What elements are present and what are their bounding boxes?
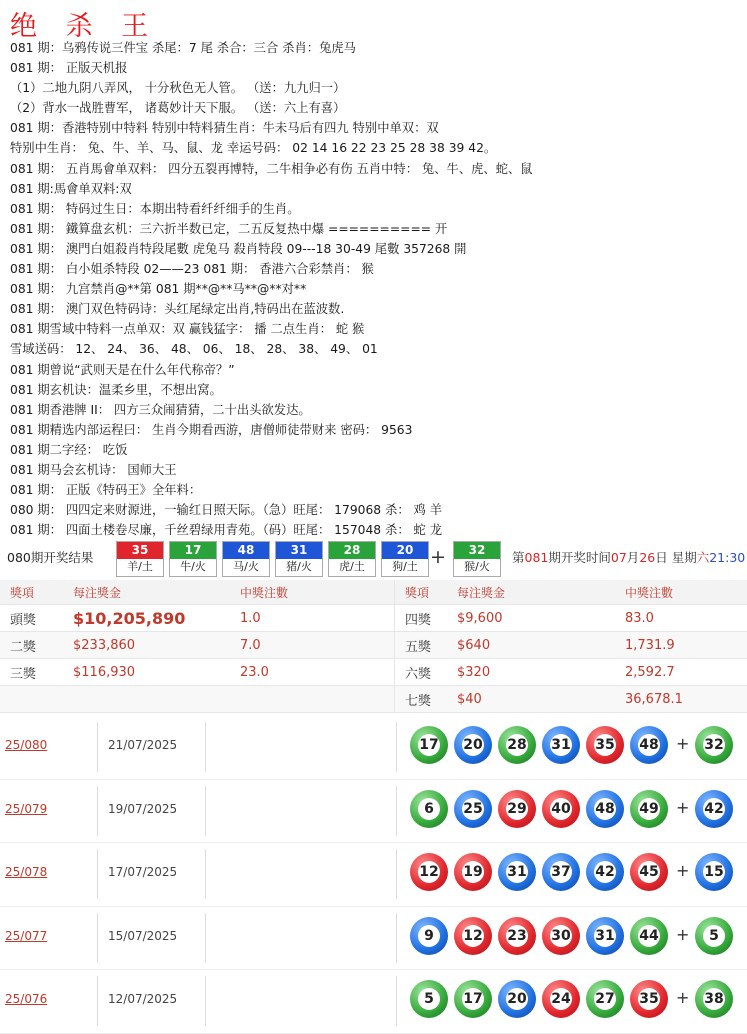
lottery-ball xyxy=(498,980,536,1018)
history-issue-link[interactable]: 25/076 xyxy=(5,992,48,1006)
history-issue-link[interactable]: 25/080 xyxy=(5,738,48,752)
lottery-ball xyxy=(410,790,448,828)
lottery-ball xyxy=(586,790,624,828)
prediction-line: 081 期： 正版《特码王》全年料： xyxy=(10,483,202,498)
column-divider xyxy=(205,976,206,1026)
lottery-ball-number: 5 xyxy=(418,988,440,1010)
prediction-line: （2）背水一战胜曹军， 诸葛妙计天下服。 （送：六上有喜） xyxy=(10,101,346,116)
prize-cell: 1,731.9 xyxy=(615,632,747,659)
draw-ball-number: 28 xyxy=(329,542,375,559)
lottery-ball xyxy=(630,790,668,828)
lottery-ball-number: 42 xyxy=(703,798,725,820)
prize-row xyxy=(0,632,747,659)
lottery-ball-number: 35 xyxy=(594,734,616,756)
prize-header-cell: 獎項 xyxy=(395,580,448,605)
lottery-ball-number: 25 xyxy=(462,798,484,820)
prediction-line: 081 期玄机诀：温柔乡里，不想出窝。 xyxy=(10,382,222,397)
prediction-line: 081 期香港牌 II： 四方三众闹猜猜，二十出头欲发达。 xyxy=(10,402,311,417)
lottery-ball xyxy=(454,980,492,1018)
history-date: 21/07/2025 xyxy=(108,738,178,752)
prediction-line: 雪域送码： 12、 24、 36、 48、 06、 18、 28、 38、 49、 01 xyxy=(10,342,378,357)
draw-ball xyxy=(275,541,323,577)
lottery-ball-number: 6 xyxy=(418,798,440,820)
history-row xyxy=(0,716,747,780)
plus-sign: + xyxy=(676,988,690,1007)
lottery-ball-number: 27 xyxy=(594,988,616,1010)
lottery-ball-number: 17 xyxy=(418,734,440,756)
prize-cell: 二獎 xyxy=(0,632,63,659)
lottery-ball-number: 37 xyxy=(550,861,572,883)
next-draw-month-unit: 月 xyxy=(626,550,640,565)
lottery-ball xyxy=(586,917,624,955)
prediction-line: 081 期： 鐵算盘玄机：三六折半数已定，二五反复热中爆 ========== 开 xyxy=(10,221,448,236)
next-draw-time-label: 期开奖时间 xyxy=(548,550,611,565)
lottery-ball xyxy=(498,853,536,891)
page-title: 绝 杀 王 xyxy=(10,11,159,42)
draw-ball-zodiac: 牛/火 xyxy=(180,560,206,573)
lottery-ball-number: 5 xyxy=(703,925,725,947)
lottery-ball-number: 31 xyxy=(506,861,528,883)
prize-cell xyxy=(63,686,230,713)
prize-header-cell: 獎項 xyxy=(0,580,63,605)
latest-draw-bar xyxy=(0,538,747,578)
prediction-line: 081 期： 特码过生日：本期出特看纤纤细手的生肖。 xyxy=(10,201,300,216)
next-draw-time xyxy=(512,548,745,566)
prize-cell: 83.0 xyxy=(615,605,747,632)
prediction-line: 081 期:馬會单双料:双 xyxy=(10,181,132,196)
prize-cell: 七獎 xyxy=(395,686,448,713)
lottery-ball-number: 35 xyxy=(638,988,660,1010)
draw-ball xyxy=(116,541,164,577)
prediction-line: 特别中生肖： 兔、牛、羊、马、鼠、龙 幸运号码： 02 14 16 22 23 25 28 38 39 42。 xyxy=(10,141,497,156)
prize-cell: 五獎 xyxy=(395,632,448,659)
column-divider xyxy=(97,849,98,899)
prize-row xyxy=(0,605,747,632)
column-divider xyxy=(205,722,206,772)
prize-cell xyxy=(230,686,395,713)
lottery-ball xyxy=(454,790,492,828)
prize-cell: 36,678.1 xyxy=(615,686,747,713)
lottery-ball xyxy=(498,790,536,828)
draw-ball-number: 35 xyxy=(117,542,163,559)
lottery-ball xyxy=(586,726,624,764)
prize-header-cell: 每注獎金 xyxy=(447,580,615,605)
lottery-ball xyxy=(410,726,448,764)
lottery-ball xyxy=(410,980,448,1018)
prediction-line: 081 期：乌鸦传说三件宝 杀尾：7 尾 杀合：三合 杀肖：兔虎马 xyxy=(10,41,356,55)
lottery-ball xyxy=(542,980,580,1018)
prediction-line: 081 期： 澳門白姐殺肖特段尾數 虎兔马 殺肖特段 09---18 30-49 尾數 357268 開 xyxy=(10,241,467,256)
prediction-line: 081 期二字经： 吃饭 xyxy=(10,442,128,457)
lottery-ball xyxy=(542,726,580,764)
draw-ball-number: 17 xyxy=(170,542,216,559)
lottery-ball-number: 20 xyxy=(462,734,484,756)
prize-cell: $320 xyxy=(447,659,615,686)
prize-header-cell: 中獎注數 xyxy=(230,580,395,605)
prize-cell: $233,860 xyxy=(63,632,230,659)
plus-sign: + xyxy=(676,924,690,944)
history-date: 12/07/2025 xyxy=(108,992,178,1006)
prize-cell: 四獎 xyxy=(395,605,448,632)
column-divider xyxy=(396,976,397,1026)
lottery-ball-number: 45 xyxy=(638,861,660,883)
lottery-ball xyxy=(586,980,624,1018)
draw-ball-number: 32 xyxy=(454,542,500,559)
prediction-line: 081 期曾说“武则天是在什么年代称帝？” xyxy=(10,362,235,377)
prize-cell: 7.0 xyxy=(230,632,395,659)
draw-ball-zodiac: 猴/火 xyxy=(464,560,490,573)
lottery-ball xyxy=(542,853,580,891)
column-divider xyxy=(205,786,206,836)
plus-sign: + xyxy=(430,546,446,568)
prize-header-cell: 每注獎金 xyxy=(63,580,230,605)
history-issue-link[interactable]: 25/079 xyxy=(5,801,48,816)
lottery-ball-number: 15 xyxy=(703,861,725,883)
column-divider xyxy=(97,976,98,1026)
column-divider xyxy=(97,786,98,836)
draw-ball-zodiac: 马/火 xyxy=(233,560,259,573)
history-row xyxy=(0,780,747,844)
prize-cell: $9,600 xyxy=(447,605,615,632)
history-issue-link[interactable]: 25/078 xyxy=(5,865,48,879)
lottery-ball xyxy=(630,853,668,891)
lottery-ball-number: 32 xyxy=(703,734,725,756)
lottery-ball-number: 17 xyxy=(462,988,484,1010)
plus-sign: + xyxy=(676,861,690,880)
draw-ball-zodiac: 猪/火 xyxy=(286,560,312,573)
draw-ball xyxy=(453,541,501,577)
history-row xyxy=(0,970,747,1034)
lottery-ball xyxy=(410,853,448,891)
prediction-line: 081 期： 五肖馬會单双料： 四分五裂再博特，二牛相争必有伤 五肖中特： 兔、牛、虎、蛇、鼠 xyxy=(10,161,533,176)
prediction-line: 081 期精选内部运程曰： 生肖今期看西游，唐僧师徒带财来 密码： 9563 xyxy=(10,422,413,437)
draw-ball xyxy=(222,541,270,577)
draw-ball xyxy=(381,541,429,577)
draw-ball-number: 31 xyxy=(276,542,322,559)
lottery-ball xyxy=(454,917,492,955)
column-divider xyxy=(396,786,397,836)
draw-ball-number: 48 xyxy=(223,542,269,559)
lottery-ball xyxy=(695,853,733,891)
prize-cell: 三獎 xyxy=(0,659,63,686)
plus-sign: + xyxy=(676,797,690,817)
prize-cell: 1.0 xyxy=(230,605,395,632)
prize-row xyxy=(0,659,747,686)
draw-ball-zodiac: 羊/土 xyxy=(127,560,153,573)
draw-ball-zodiac: 虎/土 xyxy=(339,560,365,573)
next-draw-month: 07 xyxy=(610,550,627,565)
prize-cell: $40 xyxy=(447,686,615,713)
column-divider xyxy=(97,722,98,772)
draw-ball xyxy=(328,541,376,577)
column-divider xyxy=(396,722,397,772)
prediction-line: 080 期： 四四定来财源进，一输红日照天际。（急）旺尾： 179068 杀： 鸡 羊 xyxy=(10,503,443,518)
lottery-ball-number: 9 xyxy=(418,925,440,947)
lottery-ball-number: 24 xyxy=(550,988,572,1010)
lottery-ball xyxy=(695,917,733,955)
lottery-ball-number: 42 xyxy=(594,861,616,883)
lottery-ball xyxy=(586,853,624,891)
lottery-ball-number: 31 xyxy=(594,925,616,947)
lottery-ball xyxy=(454,726,492,764)
next-draw-day: 26 xyxy=(639,550,656,565)
lottery-ball-number: 19 xyxy=(462,861,484,883)
lottery-ball-number: 12 xyxy=(418,861,440,883)
lottery-ball-number: 20 xyxy=(506,988,528,1010)
prize-header-cell: 中獎注數 xyxy=(615,580,747,605)
lottery-ball-number: 29 xyxy=(506,798,528,820)
prize-header-row xyxy=(0,580,747,605)
history-date: 19/07/2025 xyxy=(108,801,178,816)
column-divider xyxy=(205,849,206,899)
prize-cell xyxy=(0,686,63,713)
history-date: 17/07/2025 xyxy=(108,865,178,879)
lottery-ball xyxy=(542,917,580,955)
lottery-ball xyxy=(454,853,492,891)
column-divider xyxy=(205,913,206,963)
prediction-line: 081 期：香港特别中特料 特别中特料猜生肖：牛未马后有四九 特别中单双：双 xyxy=(10,121,439,136)
prize-row xyxy=(0,686,747,713)
lottery-ball-number: 30 xyxy=(550,925,572,947)
draw-ball xyxy=(169,541,217,577)
column-divider xyxy=(97,913,98,963)
lottery-ball xyxy=(498,917,536,955)
prediction-line: 081 期： 澳门双色特码诗：头红尾绿定出肖,特码出在蓝波数. xyxy=(10,302,345,317)
lottery-ball xyxy=(410,917,448,955)
prediction-line: 081 期马会玄机诗： 国师大王 xyxy=(10,462,177,477)
prediction-line: 081 期： 四面土楼卷尽廉，千丝碧绿用青苑。（码）旺尾： 157048 杀： 蛇 龙 xyxy=(10,523,443,538)
lottery-ball-number: 28 xyxy=(506,734,528,756)
prize-table xyxy=(0,580,747,713)
lottery-ball-number: 49 xyxy=(638,798,660,820)
history-date: 15/07/2025 xyxy=(108,928,178,943)
lottery-ball xyxy=(630,726,668,764)
column-divider xyxy=(396,913,397,963)
history-row xyxy=(0,843,747,907)
prize-cell: 頭獎 xyxy=(0,605,63,632)
draw-ball-number: 20 xyxy=(382,542,428,559)
prize-cell: $640 xyxy=(447,632,615,659)
prize-cell: 2,592.7 xyxy=(615,659,747,686)
lottery-ball-number: 12 xyxy=(462,925,484,947)
history-row xyxy=(0,907,747,971)
history-list xyxy=(0,716,747,1034)
prediction-line: 081 期雪域中特料一点单双：双 赢钱猛字： 播 二点生肖： 蛇 猴 xyxy=(10,322,365,337)
prize-cell: $116,930 xyxy=(63,659,230,686)
lottery-ball xyxy=(542,790,580,828)
prediction-line: （1）二地九阴八弄风， 十分秋色无人管。 （送：九九归一） xyxy=(10,81,346,96)
next-draw-time-prefix: 第 xyxy=(512,550,525,565)
lottery-ball xyxy=(630,980,668,1018)
draw-label: 080期开奖结果 xyxy=(7,550,94,565)
prize-cell: 六獎 xyxy=(395,659,448,686)
lottery-ball-number: 44 xyxy=(638,925,660,947)
prediction-lines xyxy=(10,38,740,540)
plus-sign: + xyxy=(676,734,690,753)
history-issue-link[interactable]: 25/077 xyxy=(5,928,48,943)
column-divider xyxy=(396,849,397,899)
next-draw-clock: 21:30 xyxy=(709,550,746,565)
prediction-line: 081 期： 九宫禁肖@**第 081 期**@**马**@**对** xyxy=(10,282,307,297)
prediction-line: 081 期： 正版天机报 xyxy=(10,61,128,76)
next-draw-weekday-label: 日 星期 xyxy=(655,550,697,565)
draw-ball-zodiac: 狗/土 xyxy=(392,560,418,573)
lottery-ball xyxy=(695,790,733,828)
prize-cell: $10,205,890 xyxy=(63,605,230,632)
prediction-line: 081 期： 白小姐杀特段 02——23 081 期： 香港六合彩禁肖： 猴 xyxy=(10,262,374,277)
lottery-ball xyxy=(498,726,536,764)
lottery-ball xyxy=(630,917,668,955)
next-draw-weekday: 六 xyxy=(696,550,710,565)
prize-cell: 23.0 xyxy=(230,659,395,686)
next-draw-issue: 081 xyxy=(524,550,549,565)
lottery-ball-number: 23 xyxy=(506,925,528,947)
lottery-ball-number: 38 xyxy=(703,988,725,1010)
lottery-ball xyxy=(695,726,733,764)
lottery-ball-number: 48 xyxy=(594,798,616,820)
lottery-ball-number: 48 xyxy=(638,734,660,756)
lottery-ball-number: 40 xyxy=(550,798,572,820)
lottery-ball xyxy=(695,980,733,1018)
lottery-ball-number: 31 xyxy=(550,734,572,756)
